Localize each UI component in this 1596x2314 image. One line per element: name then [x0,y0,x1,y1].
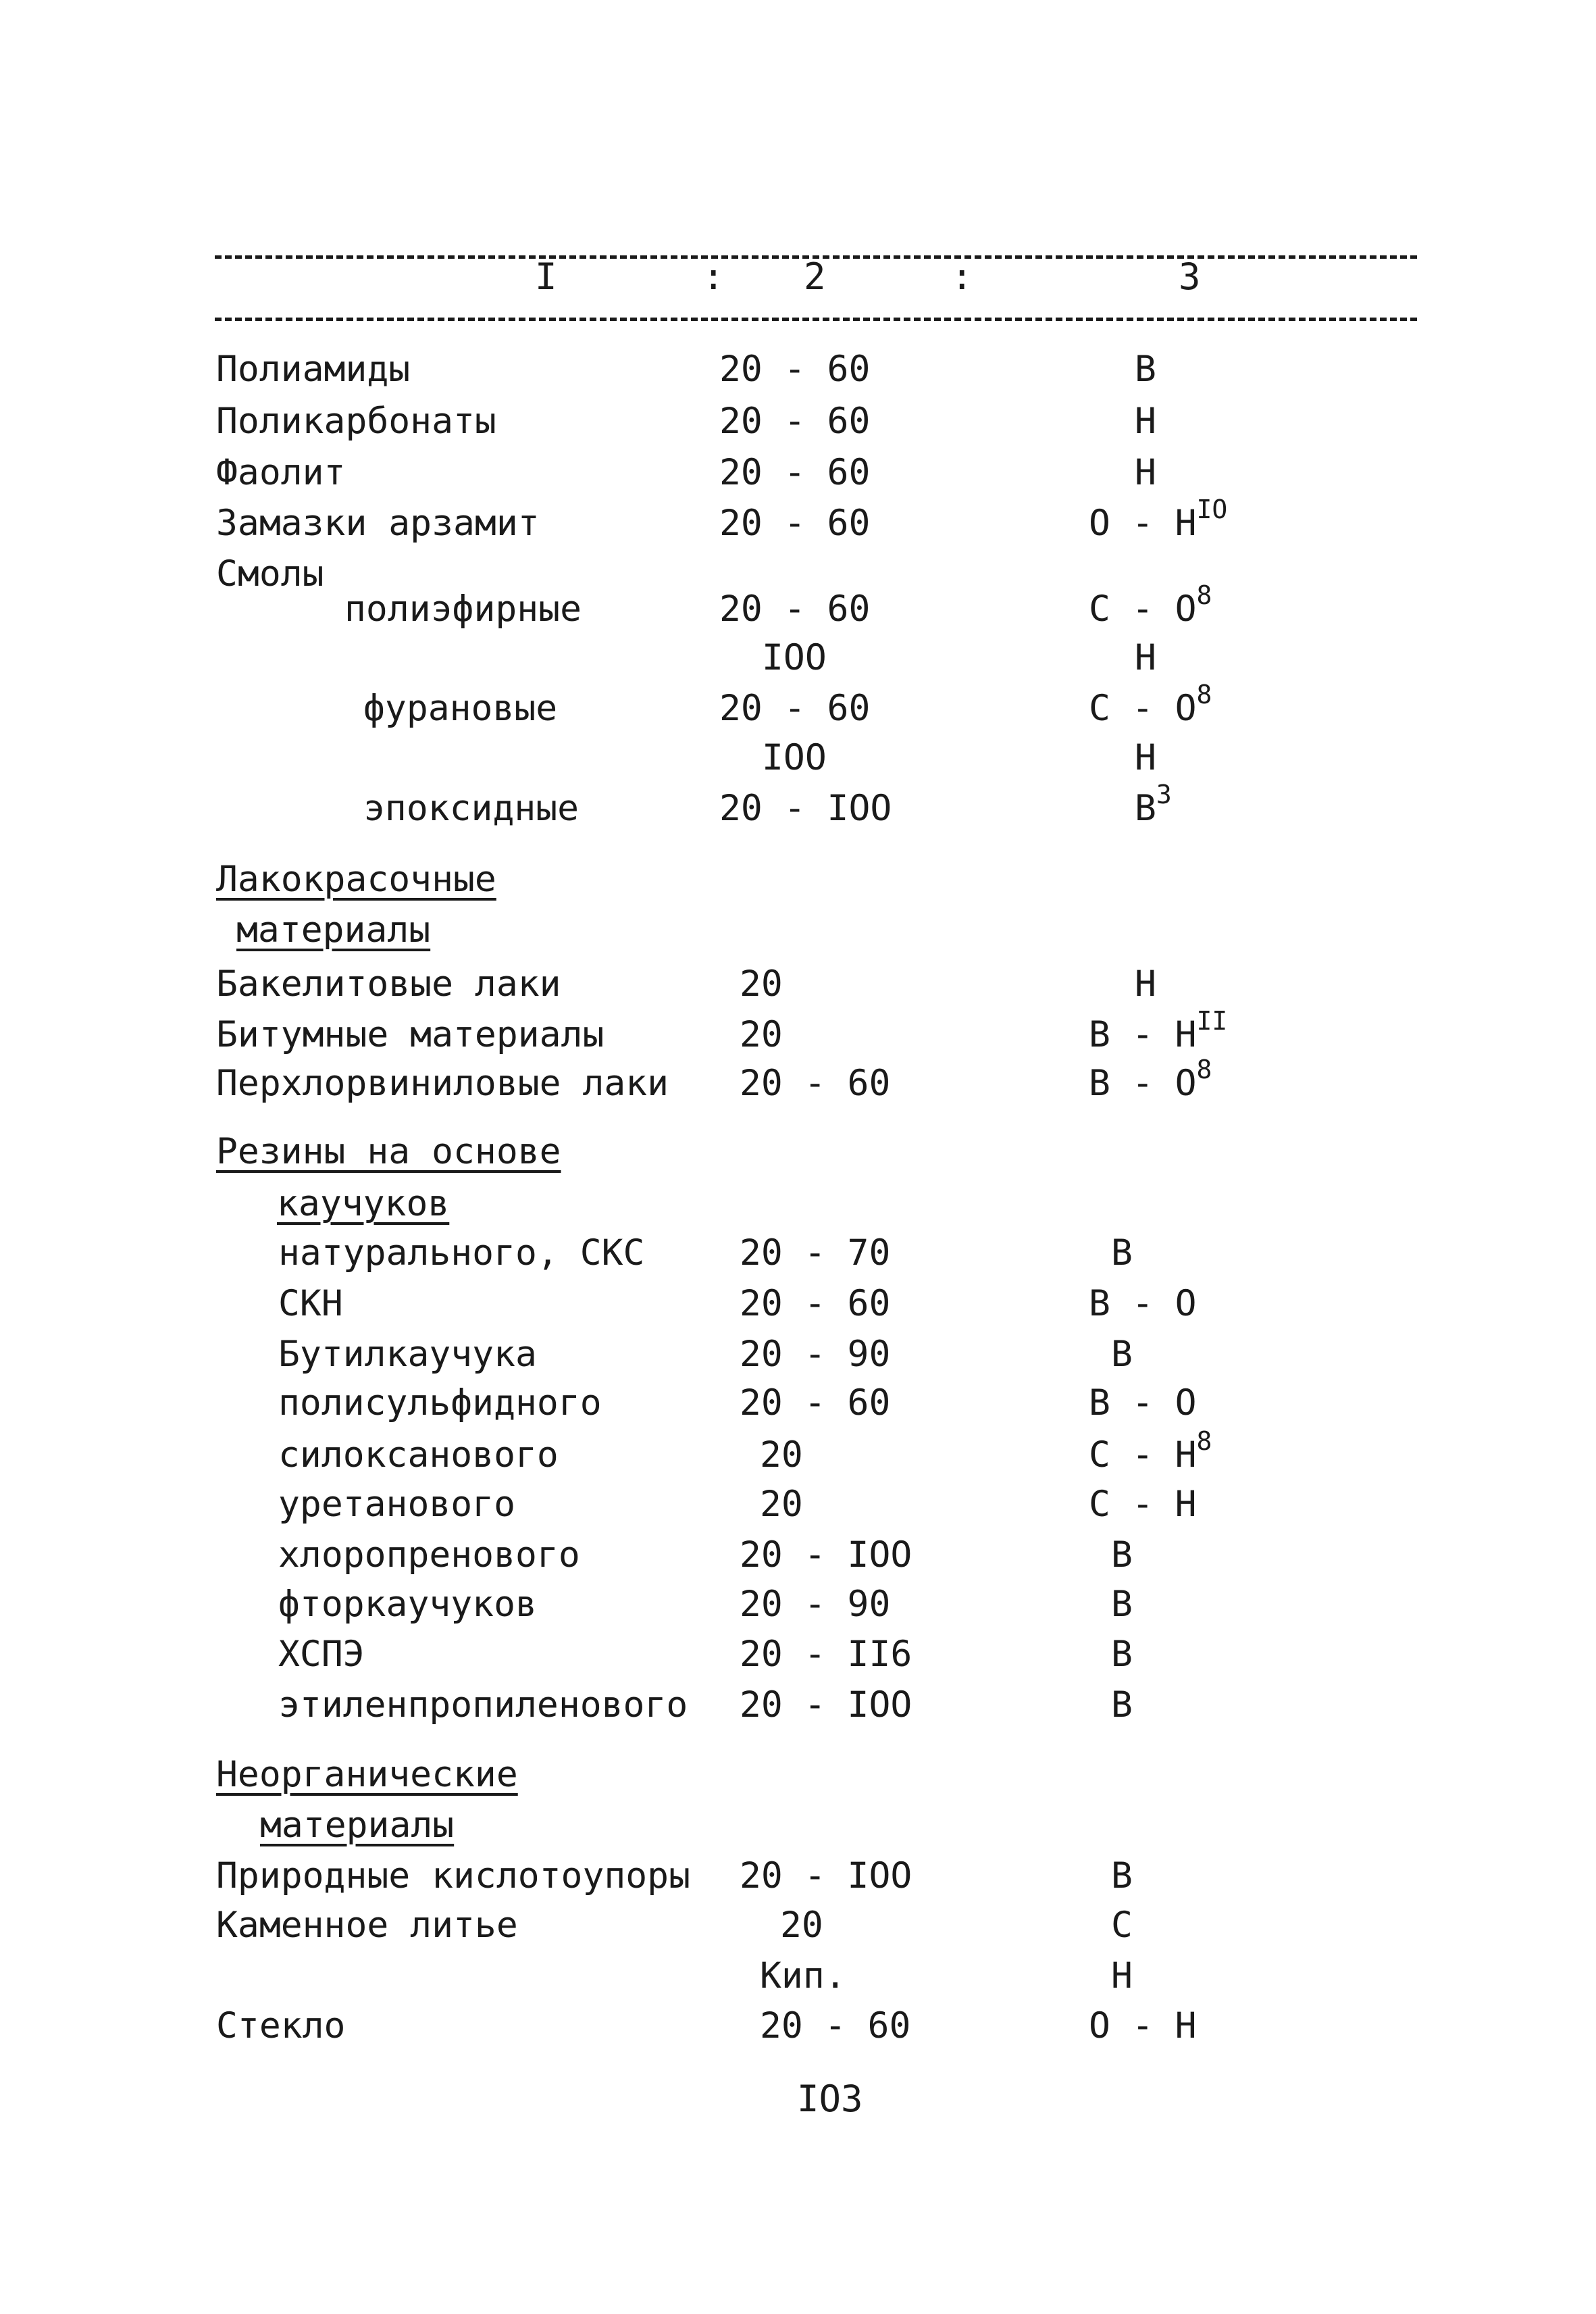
table-header [0,249,1596,309]
table-row [0,1680,1596,1730]
table-row [0,1228,1596,1278]
material-name: Бутилкаучука [278,1334,537,1375]
header-sep1: : [702,255,725,298]
temperature: 20 - IOO [740,1534,912,1576]
resistance: Н [1135,737,1156,778]
footnote-ref: 8 [1196,580,1212,611]
section-heading [0,1801,1596,1851]
header-col3: 3 [1179,255,1201,298]
resistance: В [1111,1684,1133,1726]
table-row [0,1330,1596,1380]
temperature: 20 - 60 [719,503,871,544]
resistance: Н [1135,401,1156,442]
resistance: С - Н [1089,1484,1197,1525]
temperature: 20 - II6 [740,1634,912,1675]
resistance-value: В [1135,788,1156,829]
material-name: натурального, СКС [278,1232,645,1274]
table-row [0,580,1596,634]
resistance: В [1111,1634,1133,1675]
section-heading [0,1750,1596,1800]
temperature: 20 - 60 [719,401,871,442]
material-name: уретанового [278,1484,515,1525]
table-row [0,1426,1596,1480]
section-title: материалы [236,909,431,951]
temperature: 20 - 60 [719,688,871,729]
footnote-ref: 3 [1156,780,1172,810]
resistance: В [1135,349,1156,390]
material-name: Стекло [216,2005,346,2046]
temperature: 20 - 60 [760,2005,911,2046]
resistance [1089,1055,1212,1109]
page-number: IO3 [797,2078,863,2120]
material-name: силоксанового [278,1434,559,1476]
temperature: Кип. [760,1955,846,1996]
temperature: 20 [740,963,783,1005]
resistance: В - О [1089,1283,1197,1324]
section-title: Резины на основе [216,1131,561,1172]
temperature: 20 - IOO [740,1855,912,1896]
resistance [1089,1426,1212,1480]
section-heading [0,905,1596,955]
material-name: Полиамиды [216,349,411,390]
table-row [0,1480,1596,1530]
resistance: В [1111,1584,1133,1625]
temperature: 20 - 60 [719,588,871,630]
table-row [0,733,1596,783]
section-heading [0,1127,1596,1177]
table-row [0,1055,1596,1109]
resistance: Н [1135,637,1156,678]
header-col1: I [535,255,557,298]
resistance: С [1111,1905,1133,1946]
resistance-value: С - О [1089,588,1197,630]
temperature: 20 - 60 [740,1063,891,1104]
material-name: хлоропренового [278,1534,580,1576]
material-name: Замазки арзамит [216,503,540,544]
table-row [0,680,1596,734]
temperature: 20 - 60 [719,349,871,390]
table-header-rule [215,318,1417,321]
resistance: В [1111,1232,1133,1274]
material-name: фурановые [363,688,558,729]
table-row [0,959,1596,1009]
material-name: этиленпропиленового [278,1684,688,1726]
temperature: 20 - 60 [719,452,871,493]
section-heading [0,1179,1596,1229]
material-name: Природные кислотоупоры [216,1855,690,1896]
material-name: Поликарбонаты [216,401,496,442]
material-name: Бакелитовые лаки [216,963,561,1005]
section-title: Неорганические [216,1754,518,1795]
resistance [1089,580,1212,634]
material-name: эпоксидные [363,788,580,829]
material-name: фторкаучуков [278,1584,537,1625]
footnote-ref: II [1196,1006,1228,1036]
resistance-value: В - О [1089,1063,1197,1104]
material-name: Битумные материалы [216,1014,604,1055]
temperature: 20 [780,1905,823,1946]
resistance: В [1111,1334,1133,1375]
material-name: Каменное литье [216,1905,518,1946]
material-name: Фаолит [216,452,346,493]
table-row [0,2001,1596,2051]
section-heading [0,855,1596,905]
temperature: 20 - IOO [719,788,892,829]
header-sep2: : [951,255,973,298]
table-row [0,345,1596,395]
section-title: каучуков [277,1183,450,1224]
resistance: В [1111,1855,1133,1896]
table-row [0,1901,1596,1951]
resistance-value: О - Н [1089,503,1197,544]
temperature: 20 [740,1014,783,1055]
resistance [1089,1006,1228,1060]
section-title: Лакокрасочные [216,859,496,900]
temperature: 20 - 90 [740,1584,891,1625]
section-title: материалы [260,1805,455,1846]
temperature: 20 [760,1484,803,1525]
resistance [1135,780,1172,834]
temperature: 20 - IOO [740,1684,912,1726]
table-row [0,780,1596,834]
table-row [0,1630,1596,1680]
table-row [0,495,1596,549]
footnote-ref: 8 [1196,680,1212,710]
resistance-value: С - Н [1089,1434,1197,1476]
table-row [0,1279,1596,1329]
temperature: IOO [762,737,827,778]
material-name: полиэфирные [344,588,582,630]
resistance [1089,680,1212,734]
material-name: СКН [278,1283,343,1324]
resistance-value: В - Н [1089,1014,1197,1055]
table-row [0,1951,1596,2001]
table-row [0,1530,1596,1580]
header-col2: 2 [804,255,826,298]
temperature: IOO [762,637,827,678]
material-name: Перхлорвиниловые лаки [216,1063,669,1104]
group-name: Смолы [216,553,324,595]
footnote-ref: 8 [1196,1055,1212,1085]
temperature: 20 - 60 [740,1382,891,1424]
table-row [0,397,1596,447]
resistance-value: С - О [1089,688,1197,729]
resistance: Н [1135,963,1156,1005]
resistance: В [1111,1534,1133,1576]
resistance [1089,495,1228,549]
footnote-ref: IO [1196,495,1228,525]
resistance: Н [1111,1955,1133,1996]
resistance: О - Н [1089,2005,1197,2046]
table-row [0,1006,1596,1060]
footnote-ref: 8 [1196,1426,1212,1457]
table-row [0,1580,1596,1630]
material-name: полисульфидного [278,1382,602,1424]
table-row [0,1378,1596,1428]
resistance: Н [1135,452,1156,493]
table-row [0,633,1596,683]
temperature: 20 - 90 [740,1334,891,1375]
temperature: 20 [760,1434,803,1476]
table-row [0,1851,1596,1901]
temperature: 20 - 70 [740,1232,891,1274]
material-name: ХСПЭ [278,1634,365,1675]
table-row [0,448,1596,498]
resistance: В - О [1089,1382,1197,1424]
temperature: 20 - 60 [740,1283,891,1324]
